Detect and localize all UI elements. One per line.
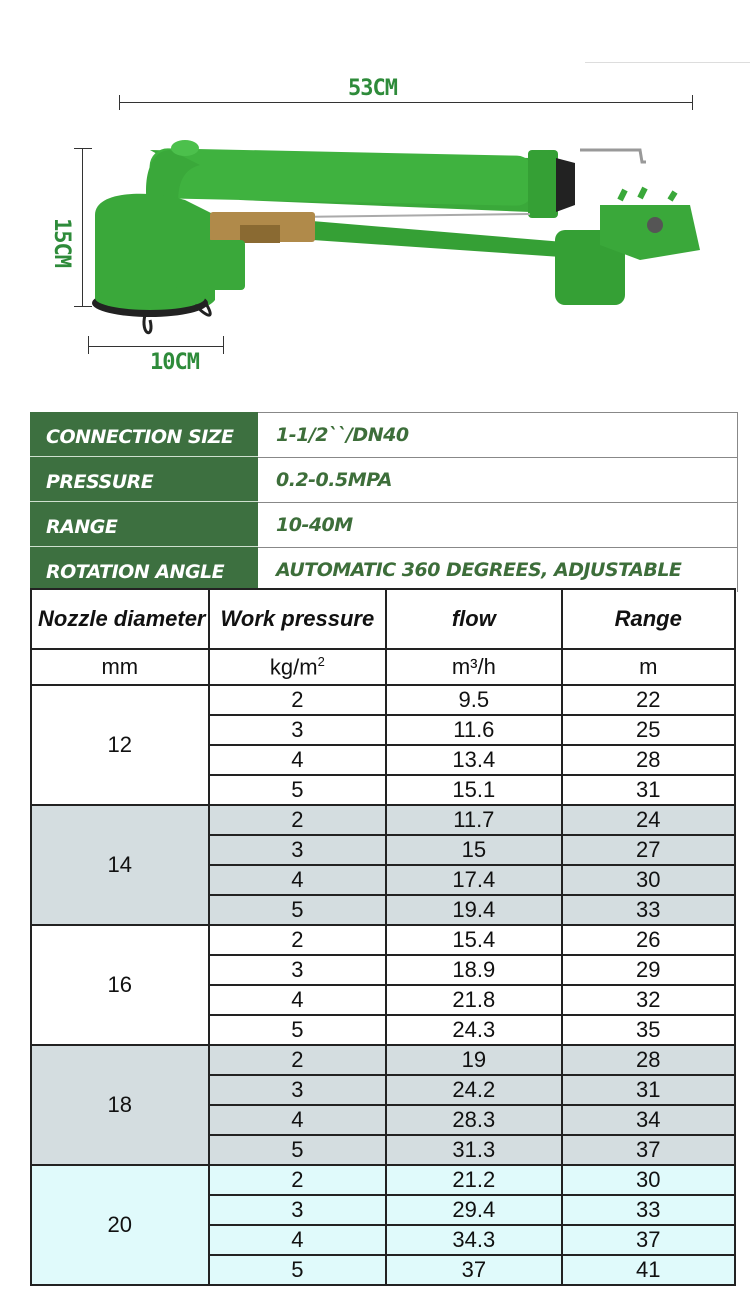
- nozzle-diameter-cell: 20: [31, 1165, 209, 1285]
- units-row: [31, 649, 735, 685]
- range-cell: 33: [562, 895, 736, 925]
- range-cell: 27: [562, 835, 736, 865]
- pressure-cell: 4: [209, 985, 387, 1015]
- range-cell: 24: [562, 805, 736, 835]
- sprinkler-gun-illustration: [0, 0, 750, 400]
- pressure-cell: 3: [209, 715, 387, 745]
- pressure-cell: 5: [209, 895, 387, 925]
- spec-row-connection-size: [30, 412, 738, 457]
- flow-cell: 11.6: [386, 715, 561, 745]
- flow-cell: 18.9: [386, 955, 561, 985]
- range-cell: 31: [562, 775, 736, 805]
- spec-label: PRESSURE: [30, 457, 258, 502]
- pressure-cell: 5: [209, 1135, 387, 1165]
- unit-range: m: [562, 649, 736, 685]
- header-work-pressure: Work pressure: [209, 589, 387, 649]
- range-cell: 28: [562, 745, 736, 775]
- pressure-cell: 4: [209, 1105, 387, 1135]
- table-row: [31, 685, 735, 715]
- range-cell: 25: [562, 715, 736, 745]
- spec-value: 1-1/2``/DN40: [258, 412, 738, 457]
- flow-cell: 21.2: [386, 1165, 561, 1195]
- pressure-cell: 2: [209, 805, 387, 835]
- flow-cell: 15: [386, 835, 561, 865]
- unit-pressure-superscript: 2: [317, 653, 325, 669]
- spec-label: CONNECTION SIZE: [30, 412, 258, 457]
- pressure-cell: 3: [209, 955, 387, 985]
- nozzle-diameter-cell: 18: [31, 1045, 209, 1165]
- flow-cell: 21.8: [386, 985, 561, 1015]
- table-row: [31, 805, 735, 835]
- pressure-cell: 4: [209, 865, 387, 895]
- pressure-cell: 2: [209, 1165, 387, 1195]
- range-cell: 26: [562, 925, 736, 955]
- range-cell: 31: [562, 1075, 736, 1105]
- flow-cell: 13.4: [386, 745, 561, 775]
- range-cell: 35: [562, 1015, 736, 1045]
- pressure-cell: 3: [209, 1075, 387, 1105]
- range-cell: 30: [562, 1165, 736, 1195]
- range-cell: 37: [562, 1225, 736, 1255]
- flow-cell: 37: [386, 1255, 561, 1285]
- pressure-cell: 4: [209, 1225, 387, 1255]
- range-cell: 37: [562, 1135, 736, 1165]
- performance-table: [30, 588, 736, 1286]
- unit-flow: m³/h: [386, 649, 561, 685]
- spec-row-pressure: [30, 457, 738, 502]
- flow-cell: 28.3: [386, 1105, 561, 1135]
- nozzle-diameter-cell: 12: [31, 685, 209, 805]
- spec-label: ROTATION ANGLE: [30, 547, 258, 592]
- header-nozzle-diameter: Nozzle diameter: [31, 589, 209, 649]
- flow-cell: 19: [386, 1045, 561, 1075]
- width-dimension-label: 10CM: [150, 350, 199, 375]
- pressure-cell: 5: [209, 1255, 387, 1285]
- table-header-row: [31, 589, 735, 649]
- spec-panel: [30, 412, 738, 592]
- table-row: [31, 1165, 735, 1195]
- nozzle-diameter-cell: 16: [31, 925, 209, 1045]
- range-cell: 30: [562, 865, 736, 895]
- spec-label: RANGE: [30, 502, 258, 547]
- nozzle-diameter-cell: 14: [31, 805, 209, 925]
- pressure-cell: 2: [209, 925, 387, 955]
- flow-cell: 9.5: [386, 685, 561, 715]
- table-row: [31, 1045, 735, 1075]
- flow-cell: 31.3: [386, 1135, 561, 1165]
- height-dimension-label: 15CM: [49, 218, 74, 267]
- flow-cell: 11.7: [386, 805, 561, 835]
- pressure-cell: 5: [209, 1015, 387, 1045]
- range-cell: 22: [562, 685, 736, 715]
- flow-cell: 15.4: [386, 925, 561, 955]
- pressure-cell: 2: [209, 1045, 387, 1075]
- flow-cell: 24.3: [386, 1015, 561, 1045]
- range-cell: 32: [562, 985, 736, 1015]
- pressure-cell: 3: [209, 835, 387, 865]
- spec-value: AUTOMATIC 360 DEGREES, ADJUSTABLE: [258, 547, 738, 592]
- product-photo: [0, 0, 750, 400]
- spec-value: 10-40M: [258, 502, 738, 547]
- flow-cell: 34.3: [386, 1225, 561, 1255]
- range-cell: 28: [562, 1045, 736, 1075]
- spec-row-rotation-angle: [30, 547, 738, 592]
- range-cell: 41: [562, 1255, 736, 1285]
- unit-pressure: [209, 649, 387, 685]
- spec-value: 0.2-0.5MPA: [258, 457, 738, 502]
- pressure-cell: 4: [209, 745, 387, 775]
- length-dimension-label: 53CM: [348, 76, 397, 101]
- range-cell: 33: [562, 1195, 736, 1225]
- flow-cell: 29.4: [386, 1195, 561, 1225]
- unit-nozzle: mm: [31, 649, 209, 685]
- flow-cell: 19.4: [386, 895, 561, 925]
- flow-cell: 24.2: [386, 1075, 561, 1105]
- pressure-cell: 2: [209, 685, 387, 715]
- range-cell: 29: [562, 955, 736, 985]
- header-flow: flow: [386, 589, 561, 649]
- flow-cell: 15.1: [386, 775, 561, 805]
- unit-pressure-text: kg/m: [269, 654, 318, 680]
- pressure-cell: 3: [209, 1195, 387, 1225]
- header-range: Range: [562, 589, 736, 649]
- pressure-cell: 5: [209, 775, 387, 805]
- flow-cell: 17.4: [386, 865, 561, 895]
- range-cell: 34: [562, 1105, 736, 1135]
- table-row: [31, 925, 735, 955]
- spec-row-range: [30, 502, 738, 547]
